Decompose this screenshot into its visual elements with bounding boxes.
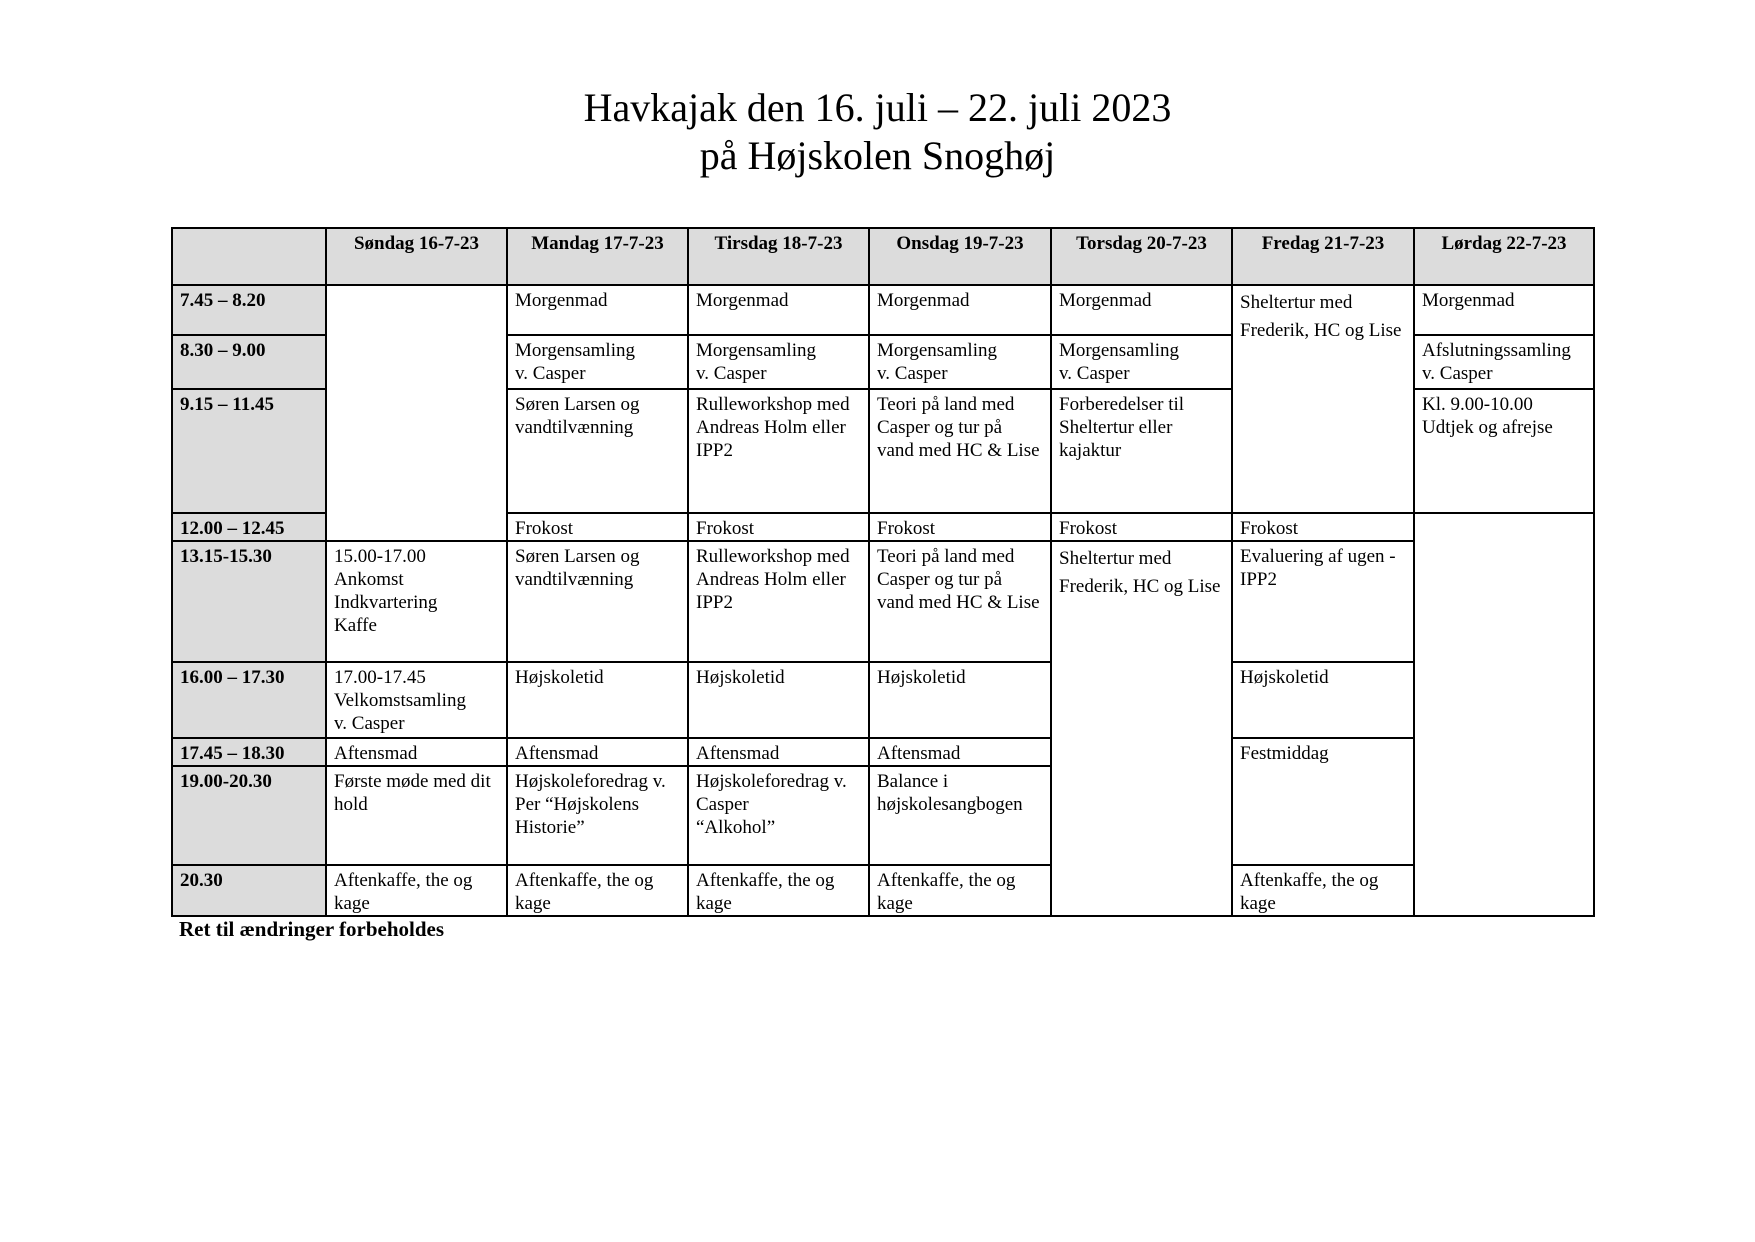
- thursday-sheltertur-cell: Sheltertur med Frederik, HC og Lise: [1051, 541, 1232, 916]
- sunday-morning-empty: [326, 285, 507, 541]
- time-cell: 9.15 – 11.45: [172, 389, 326, 513]
- time-cell: 20.30: [172, 865, 326, 916]
- time-cell: 12.00 – 12.45: [172, 513, 326, 541]
- schedule-cell: Frokost: [1232, 513, 1414, 541]
- time-cell: 19.00-20.30: [172, 766, 326, 865]
- time-cell: 17.45 – 18.30: [172, 738, 326, 766]
- schedule-cell: Aftenkaffe, the og kage: [1232, 865, 1414, 916]
- time-cell: 13.15-15.30: [172, 541, 326, 662]
- table-row: [172, 662, 1594, 738]
- schedule-cell: Morgensamling v. Casper: [688, 335, 869, 389]
- schedule-cell: Aftenkaffe, the og kage: [326, 865, 507, 916]
- schedule-cell: Aftensmad: [507, 738, 688, 766]
- schedule-cell: Morgensamling v. Casper: [869, 335, 1051, 389]
- schedule-cell: Aftenkaffe, the og kage: [869, 865, 1051, 916]
- schedule-cell: Afslutningssamling v. Casper: [1414, 335, 1594, 389]
- schedule-cell: Morgensamling v. Casper: [507, 335, 688, 389]
- schedule-cell: Højskoletid: [1232, 662, 1414, 738]
- friday-festmiddag-cell: Festmiddag: [1232, 738, 1414, 865]
- friday-sheltertur-cell: Sheltertur med Frederik, HC og Lise: [1232, 285, 1414, 513]
- schedule-table: [171, 227, 1595, 917]
- schedule-cell: Forberedelser til Sheltertur eller kajaktur: [1051, 389, 1232, 513]
- time-cell: 7.45 – 8.20: [172, 285, 326, 335]
- schedule-cell: Teori på land med Casper og tur på vand med HC & Lise: [869, 541, 1051, 662]
- schedule-cell: Højskoletid: [688, 662, 869, 738]
- time-cell: 8.30 – 9.00: [172, 335, 326, 389]
- disclaimer-note: Ret til ændringer forbeholdes: [179, 917, 445, 941]
- schedule-cell: Morgensamling v. Casper: [1051, 335, 1232, 389]
- schedule-cell: Frokost: [1051, 513, 1232, 541]
- schedule-cell: Frokost: [507, 513, 688, 541]
- title-line-2: på Højskolen Snoghøj: [699, 133, 1056, 178]
- table-row: [172, 738, 1594, 766]
- schedule-cell: Morgenmad: [507, 285, 688, 335]
- schedule-cell: Aftenkaffe, the og kage: [507, 865, 688, 916]
- schedule-cell: Morgenmad: [869, 285, 1051, 335]
- schedule-cell: Højskoleforedrag v. Casper “Alkohol”: [688, 766, 869, 865]
- schedule-cell: Aftenkaffe, the og kage: [688, 865, 869, 916]
- time-cell: 16.00 – 17.30: [172, 662, 326, 738]
- title-line-1: Havkajak den 16. juli – 22. juli 2023: [583, 85, 1172, 130]
- table-row: [172, 285, 1594, 335]
- schedule-cell: Højskoletid: [507, 662, 688, 738]
- schedule-cell: Aftensmad: [869, 738, 1051, 766]
- schedule-cell: 15.00-17.00 Ankomst Indkvartering Kaffe: [326, 541, 507, 662]
- schedule-cell: Kl. 9.00-10.00 Udtjek og afrejse: [1414, 389, 1594, 513]
- schedule-cell: Morgenmad: [688, 285, 869, 335]
- corner-cell: [172, 228, 326, 285]
- saturday-afternoon-empty: [1414, 513, 1594, 916]
- schedule-cell: Morgenmad: [1414, 285, 1594, 335]
- schedule-cell: Frokost: [869, 513, 1051, 541]
- header-row: [172, 228, 1594, 285]
- day-header-tuesday: Tirsdag 18-7-23: [688, 228, 869, 285]
- schedule-cell: Evaluering af ugen - IPP2: [1232, 541, 1414, 662]
- schedule-cell: 17.00-17.45 Velkomstsamling v. Casper: [326, 662, 507, 738]
- day-header-friday: Fredag 21-7-23: [1232, 228, 1414, 285]
- schedule-cell: Højskoletid: [869, 662, 1051, 738]
- schedule-cell: Søren Larsen og vandtilvænning: [507, 541, 688, 662]
- day-header-thursday: Torsdag 20-7-23: [1051, 228, 1232, 285]
- table-row: [172, 541, 1594, 662]
- schedule-cell: Balance i højskolesangbogen: [869, 766, 1051, 865]
- day-header-wednesday: Onsdag 19-7-23: [869, 228, 1051, 285]
- day-header-monday: Mandag 17-7-23: [507, 228, 688, 285]
- schedule-cell: Højskoleforedrag v. Per “Højskolens Historie”: [507, 766, 688, 865]
- schedule-cell: Første møde med dit hold: [326, 766, 507, 865]
- schedule-cell: Teori på land med Casper og tur på vand med HC & Lise: [869, 389, 1051, 513]
- schedule-cell: Rulleworkshop med Andreas Holm eller IPP2: [688, 389, 869, 513]
- schedule-cell: Aftensmad: [326, 738, 507, 766]
- schedule-cell: Rulleworkshop med Andreas Holm eller IPP2: [688, 541, 869, 662]
- table-row: [172, 865, 1594, 916]
- schedule-cell: Aftensmad: [688, 738, 869, 766]
- schedule-cell: Frokost: [688, 513, 869, 541]
- day-header-sunday: Søndag 16-7-23: [326, 228, 507, 285]
- schedule-cell: Søren Larsen og vandtilvænning: [507, 389, 688, 513]
- document-title: [0, 84, 1755, 180]
- day-header-saturday: Lørdag 22-7-23: [1414, 228, 1594, 285]
- schedule-cell: Morgenmad: [1051, 285, 1232, 335]
